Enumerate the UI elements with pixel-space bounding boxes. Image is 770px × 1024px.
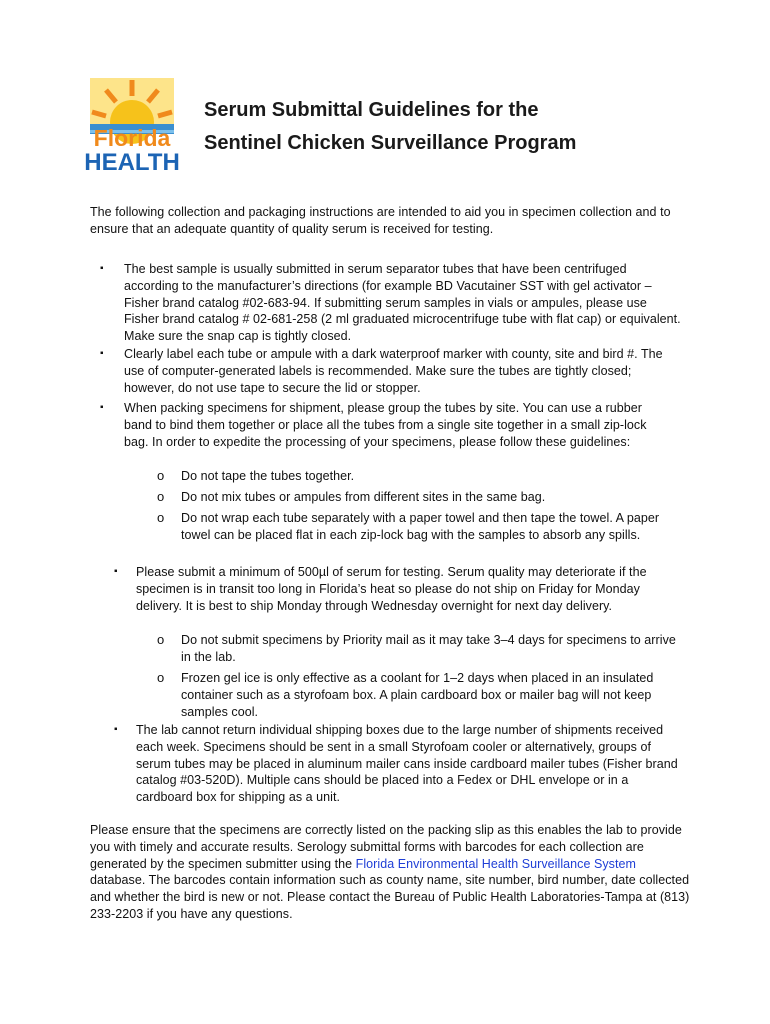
logo-text-florida: Florida [93,125,171,151]
bullet-packing: When packing specimens for shipment, please group the tubes by site. You can use a rubber band to bind them together or place all the tubes from a single site together in a small zip-lock bag. In order to expedite the processing of your specimens, please follow these guidelines: [124,401,647,449]
title-line-1: Serum Submittal Guidelines for the [204,99,539,121]
bullet-serum-minimum: Please submit a minimum of 500µl of serum for testing. Serum quality may deteriorate if the specimen is in transit too long in Florida’s heat so please do not ship on Friday for Monday delivery. It is best to ship Monday through Wednesday overnight for next day delivery. [136,565,647,613]
bullet-marker: ▪ [100,263,104,274]
bullet-marker: ▪ [114,724,118,735]
bullet-shipping-boxes: The lab cannot return individual shipping boxes due to the large number of shipments received each week. Specimens should be sent in a small Styrofoam cooler or alternatively, groups of serum tubes may be placed in aluminum mailer cans inside cardboard mailer tubes (Fisher brand catalog #03-520D). Multiple cans should be placed into a Fedex or DHL envelope or in a cardboard box for shipping as a unit. [136,723,678,805]
bullet-label-tubes: Clearly label each tube or ampule with a dark waterproof marker with county, site and bird #. The use of computer-generated labels is recommended. Make sure the tubes are tightly closed; however, do not use tape to secure the lid or stopper. [124,347,663,395]
sub-bullet-marker: o [157,510,165,525]
logo-text-health: HEALTH [84,149,180,176]
sub-bullet-gel-ice: Frozen gel ice is only effective as a coolant for 1–2 days when placed in an insulated container such as a styrofoam box. A plain cardboard box or mailer bag will not keep samples cool. [181,671,654,719]
sub-bullet-priority-mail: Do not submit specimens by Priority mail as it may take 3–4 days for specimens to arrive in the lab. [181,633,676,664]
page-title [204,94,684,160]
intro-paragraph: The following collection and packaging instructions are intended to aid you in specimen collection and to ensure that an adequate quantity of quality serum is received for testing. [90,205,671,236]
title-line-2: Sentinel Chicken Surveillance Program [204,132,577,154]
sub-bullet-no-mix: Do not mix tubes or ampules from different sites in the same bag. [181,490,546,504]
closing-paragraph [90,822,690,923]
bullet-marker: ▪ [100,348,104,359]
sub-bullet-marker: o [157,632,165,647]
bullet-sample-tubes: The best sample is usually submitted in serum separator tubes that have been centrifuged according to the manufacturer’s directions (for example BD Vacutainer SST with gel activator – Fisher brand catalog #02-683-94. If submitting serum samples in vials or ampules, please use Fisher brand catalog # 02-681-258 (2 ml graduated microcentrifuge tube with flat cap) or equivalent. Make sure the snap cap is tightly closed. [124,262,681,344]
bullet-marker: ▪ [100,402,104,413]
fehss-link[interactable]: Florida Environmental Health Surveillance System [355,856,636,871]
bullet-marker: ▪ [114,566,118,577]
closing-text-end: database. The barcodes contain information such as county name, site number, bird number, date collected and whether the bird is new or not. Please contact the Bureau of Public Health Laboratories-Tampa at (813) 233-2203 if you have any questions. [90,873,690,921]
sub-bullet-marker: o [157,489,165,504]
sub-bullet-no-tape: Do not tape the tubes together. [181,469,355,483]
sub-bullet-marker: o [157,468,165,483]
florida-health-logo [84,78,180,176]
closing-text-start: Please ensure that the specimens are correctly listed on the packing slip as this enables the lab to provide you with timely and accurate results. Serology submittal forms with barcodes for each collection are generated by the specimen submitter using the [90,823,682,871]
sub-bullet-marker: o [157,670,165,685]
sub-bullet-no-wrap: Do not wrap each tube separately with a paper towel and then tape the towel. A paper towel can be placed flat in each zip-lock bag with the samples to absorb any spills. [181,511,660,542]
